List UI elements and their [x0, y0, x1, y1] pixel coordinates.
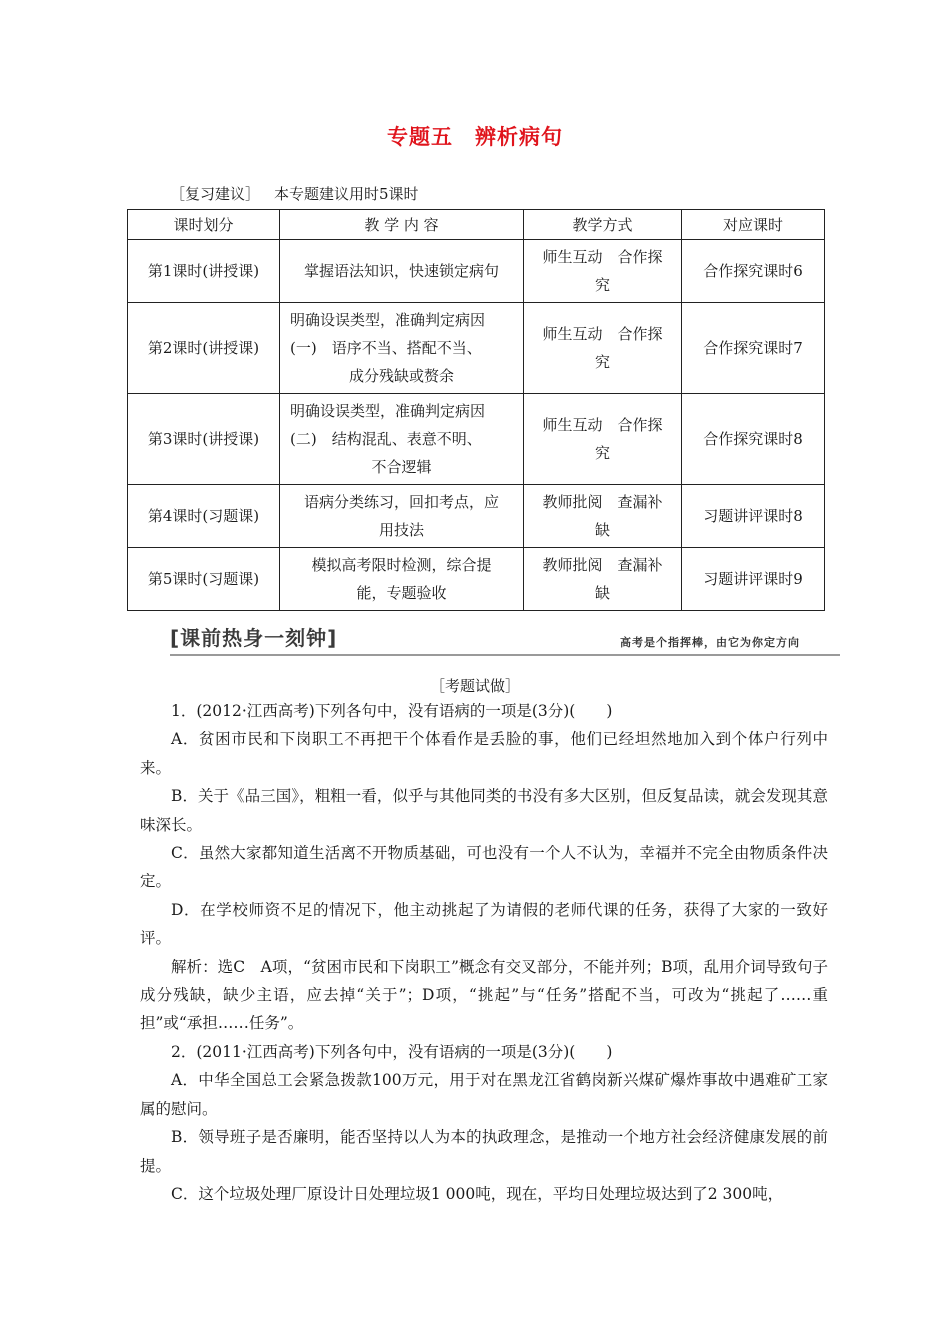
method-line: 缺	[594, 584, 610, 602]
review-advice	[170, 183, 419, 204]
method-line: 师生互动 合作探	[542, 248, 663, 266]
method-line: 师生互动 合作探	[542, 416, 663, 434]
content-line: 能，专题验收	[356, 584, 447, 602]
method-cell	[524, 548, 682, 611]
banner-title: [课前热身一刻钟]	[170, 626, 338, 650]
method-line: 缺	[594, 521, 610, 539]
title-topic: 专题五	[387, 125, 453, 149]
header-content: 教 学 内 容	[280, 210, 524, 240]
content-line: 语病分类练习，回扣考点，应	[303, 493, 499, 511]
method-cell	[524, 303, 682, 394]
content-line: 明确设误类型，准确判定病因	[290, 402, 486, 420]
period-cell: 第2课时(讲授课)	[128, 303, 280, 394]
content-line: 明确设误类型，准确判定病因	[290, 311, 486, 329]
table-row	[128, 548, 825, 611]
page-title	[0, 121, 950, 151]
table-row	[128, 394, 825, 485]
table-row	[128, 485, 825, 548]
banner-slogan: 高考是个指挥棒，由它为你定方向	[620, 636, 800, 649]
table-row	[128, 240, 825, 303]
paragraph: 1．(2012·江西高考)下列各句中，没有语病的一项是(3分)( )	[171, 702, 613, 720]
content-cell	[280, 303, 524, 394]
advice-text: 本专题建议用时5课时	[274, 185, 419, 203]
lesson-cell: 合作探究课时8	[682, 394, 825, 485]
lesson-cell: 习题讲评课时9	[682, 548, 825, 611]
period-cell: 第3课时(讲授课)	[128, 394, 280, 485]
paragraph: C．虽然大家都知道生活离不开物质基础，可也没有一个人不认为，幸福并不完全由物质条件决定。	[140, 844, 828, 891]
method-line: 师生互动 合作探	[542, 325, 663, 343]
method-line: 教师批阅 查漏补	[542, 493, 663, 511]
paragraph: B．领导班子是否廉明，能否坚持以人为本的执政理念，是推动一个地方社会经济健康发展的前提。	[140, 1128, 828, 1175]
content-line: 不合逻辑	[371, 458, 432, 476]
content-cell	[280, 394, 524, 485]
header-lesson: 对应课时	[682, 210, 825, 240]
lesson-cell: 合作探究课时7	[682, 303, 825, 394]
advice-label: ［复习建议］	[170, 185, 261, 203]
content-line: (一) 语序不当、搭配不当、	[290, 339, 482, 357]
content-line: 成分残缺或赘余	[348, 367, 454, 385]
lesson-cell: 合作探究课时6	[682, 240, 825, 303]
content-line: 模拟高考限时检测，综合提	[311, 556, 492, 574]
content-line: 用技法	[378, 521, 424, 539]
period-cell: 第5课时(习题课)	[128, 548, 280, 611]
paragraph: A．中华全国总工会紧急拨款100万元，用于对在黑龙江省鹤岗新兴煤矿爆炸事故中遇难矿工家属的慰问。	[140, 1071, 828, 1118]
header-method: 教学方式	[524, 210, 682, 240]
section-banner	[170, 622, 840, 656]
content-cell	[280, 548, 524, 611]
question-content	[140, 697, 828, 1208]
paragraph: C．这个垃圾处理厂原设计日处理垃圾1 000吨，现在，平均日处理垃圾达到了2 300吨，	[171, 1184, 784, 1203]
method-cell	[524, 240, 682, 303]
content-line: (二) 结构混乱、表意不明、	[290, 430, 482, 448]
paragraph: 解析：选C A项，“贫困市民和下岗职工”概念有交叉部分，不能并列；B项，乱用介词导致句子成分残缺，缺少主语，应去掉“关于”；D项，“挑起”与“任务”搭配不当，可改为“挑起了……重担”或“承担……任务”。	[140, 957, 828, 1033]
content-cell	[280, 240, 524, 303]
content-line: 掌握语法知识，快速锁定病句	[303, 262, 499, 280]
method-line: 究	[594, 353, 610, 371]
section-subheading: ［考题试做］	[429, 677, 520, 695]
paragraph: B．关于《品三国》，粗粗一看，似乎与其他同类的书没有多大区别，但反复品读，就会发现其意味深长。	[140, 787, 828, 834]
lesson-cell: 习题讲评课时8	[682, 485, 825, 548]
title-subject: 辨析病句	[475, 125, 563, 149]
header-period: 课时划分	[128, 210, 280, 240]
table-header-row	[128, 210, 825, 240]
table-row	[128, 303, 825, 394]
period-cell: 第1课时(讲授课)	[128, 240, 280, 303]
method-cell	[524, 394, 682, 485]
method-cell	[524, 485, 682, 548]
content-cell	[280, 485, 524, 548]
method-line: 教师批阅 查漏补	[542, 556, 663, 574]
paragraph: 2．(2011·江西高考)下列各句中，没有语病的一项是(3分)( )	[171, 1042, 613, 1061]
method-line: 究	[594, 444, 610, 462]
paragraph: A．贫困市民和下岗职工不再把干个体看作是丢脸的事，他们已经坦然地加入到个体户行列中来。	[140, 730, 828, 777]
lesson-plan-table	[127, 209, 825, 611]
period-cell: 第4课时(习题课)	[128, 485, 280, 548]
paragraph: D．在学校师资不足的情况下，他主动挑起了为请假的老师代课的任务，获得了大家的一致好评。	[140, 900, 828, 948]
method-line: 究	[594, 276, 610, 294]
